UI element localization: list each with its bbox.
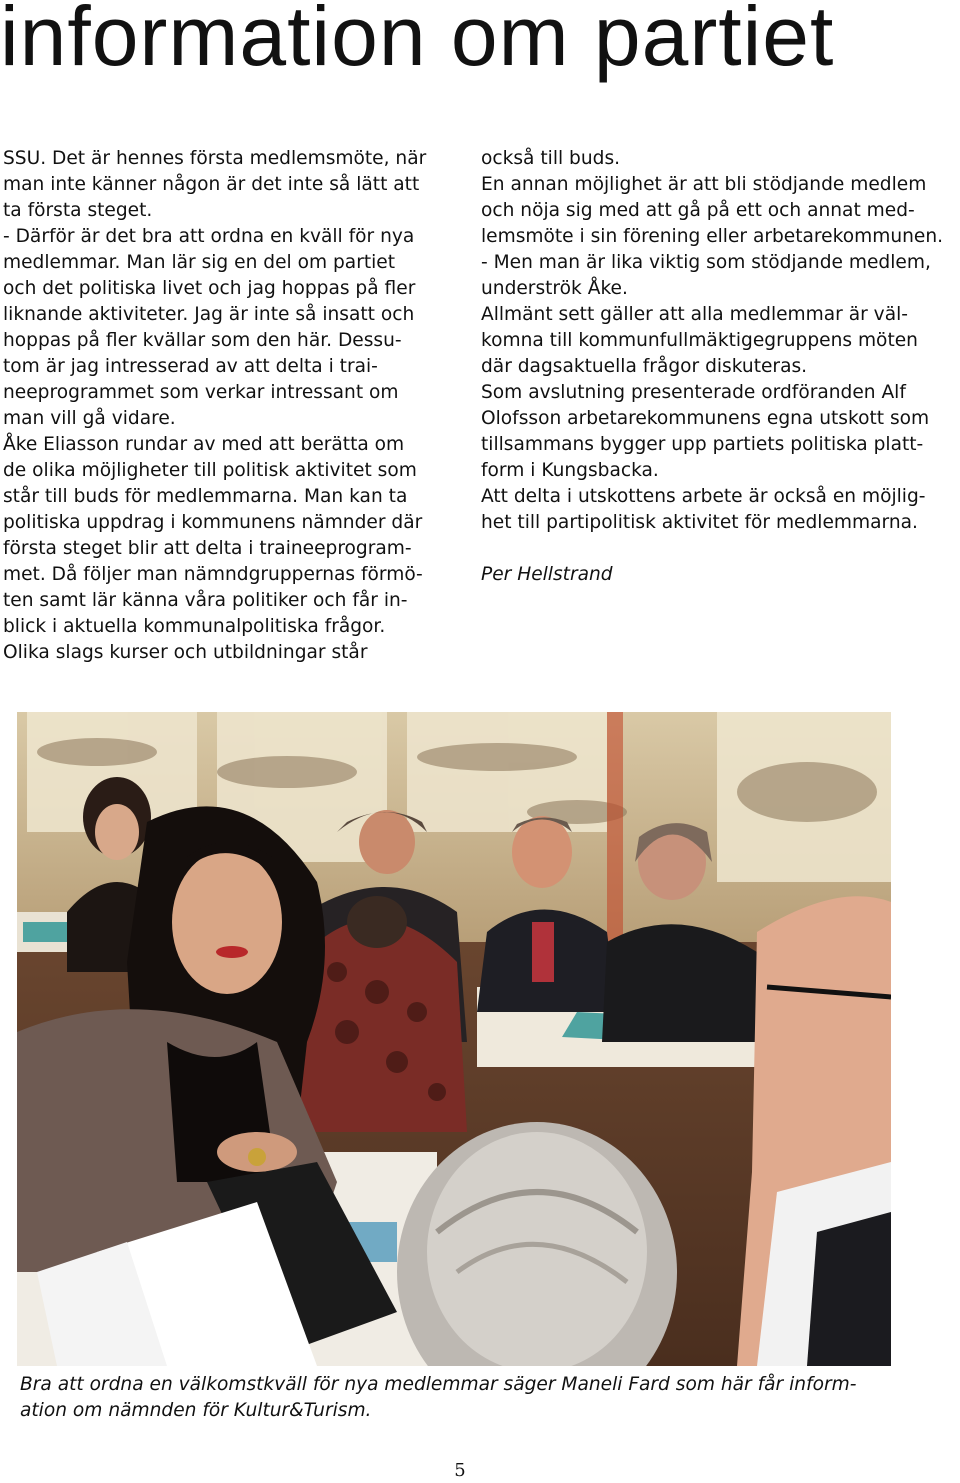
text-line: där dagsaktuella frågor diskuteras. bbox=[481, 356, 808, 377]
text-line: form i Kungsbacka. bbox=[481, 460, 659, 481]
text-line: underströk Åke. bbox=[481, 278, 628, 299]
text-line: ten samt lär känna våra politiker och får in- bbox=[3, 590, 408, 611]
text-line: Olofsson arbetarekommunens egna utskott som bbox=[481, 408, 930, 429]
text-line: lemsmöte i sin förening eller arbetarekommunen. bbox=[481, 226, 944, 247]
text-line: het till partipolitisk aktivitet för medlemmarna. bbox=[481, 512, 918, 533]
text-line: komna till kommunfullmäktigegruppens möten bbox=[481, 330, 918, 351]
text-line: och det politiska livet och jag hoppas på fler bbox=[3, 278, 416, 299]
text-line: tom är jag intresserad av att delta i trai- bbox=[3, 356, 378, 377]
text-line: Åke Eliasson rundar av med att berätta om bbox=[3, 434, 405, 455]
text-line: de olika möjligheter till politisk aktivitet som bbox=[3, 460, 417, 481]
text-line: tillsammans bygger upp partiets politiska platt- bbox=[481, 434, 924, 455]
text-line: neeprogrammet som verkar intressant om bbox=[3, 382, 399, 403]
man-right-foreground bbox=[737, 896, 891, 1366]
text-line: medlemmar. Man lär sig en del om partiet bbox=[3, 252, 396, 273]
author-signature: Per Hellstrand bbox=[481, 564, 613, 585]
text-line: också till buds. bbox=[481, 148, 621, 169]
text-line: Olika slags kurser och utbildningar står bbox=[3, 642, 368, 663]
text-line: första steget blir att delta i traineeprogram- bbox=[3, 538, 412, 559]
text-line: står till buds för medlemmarna. Man kan ta bbox=[3, 486, 408, 507]
text-line: met. Då följer man nämndgruppernas förmö- bbox=[3, 564, 423, 585]
caption-line: Bra att ordna en välkomstkväll för nya medlemmar säger Maneli Fard som här får inform- bbox=[20, 1374, 857, 1395]
text-line: SSU. Det är hennes första medlemsmöte, när bbox=[3, 148, 427, 169]
text-line: man vill gå vidare. bbox=[3, 408, 176, 429]
page-number: 5 bbox=[454, 1460, 466, 1481]
caption-line: ation om nämnden för Kultur&Turism. bbox=[20, 1400, 372, 1421]
text-line: Att delta i utskottens arbete är också en möjlig- bbox=[481, 486, 926, 507]
text-line: hoppas på fler kvällar som den här. Dessu- bbox=[3, 330, 402, 351]
page-heading: information om partiet bbox=[0, 0, 835, 83]
article-column-right bbox=[481, 146, 956, 588]
text-line: och nöja sig med att gå på ett och annat med- bbox=[481, 200, 915, 221]
text-line: - Men man är lika viktig som stödjande medlem, bbox=[481, 252, 931, 273]
text-line: Som avslutning presenterade ordföranden Alf bbox=[481, 382, 906, 403]
text-line: En annan möjlighet är att bli stödjande medlem bbox=[481, 174, 927, 195]
text-line: Allmänt sett gäller att alla medlemmar är väl- bbox=[481, 304, 908, 325]
text-line: - Därför är det bra att ordna en kväll för nya bbox=[3, 226, 415, 247]
text-line: politiska uppdrag i kommunens nämnder där bbox=[3, 512, 423, 533]
meeting-photo bbox=[17, 712, 891, 1366]
text-line: liknande aktiviteter. Jag är inte så insatt och bbox=[3, 304, 415, 325]
text-line: ta första steget. bbox=[3, 200, 153, 221]
photo-caption bbox=[20, 1372, 920, 1424]
article-column-left bbox=[3, 146, 448, 666]
text-line: blick i aktuella kommunalpolitiska frågor. bbox=[3, 616, 386, 637]
text-line: man inte känner någon är det inte så lätt att bbox=[3, 174, 420, 195]
